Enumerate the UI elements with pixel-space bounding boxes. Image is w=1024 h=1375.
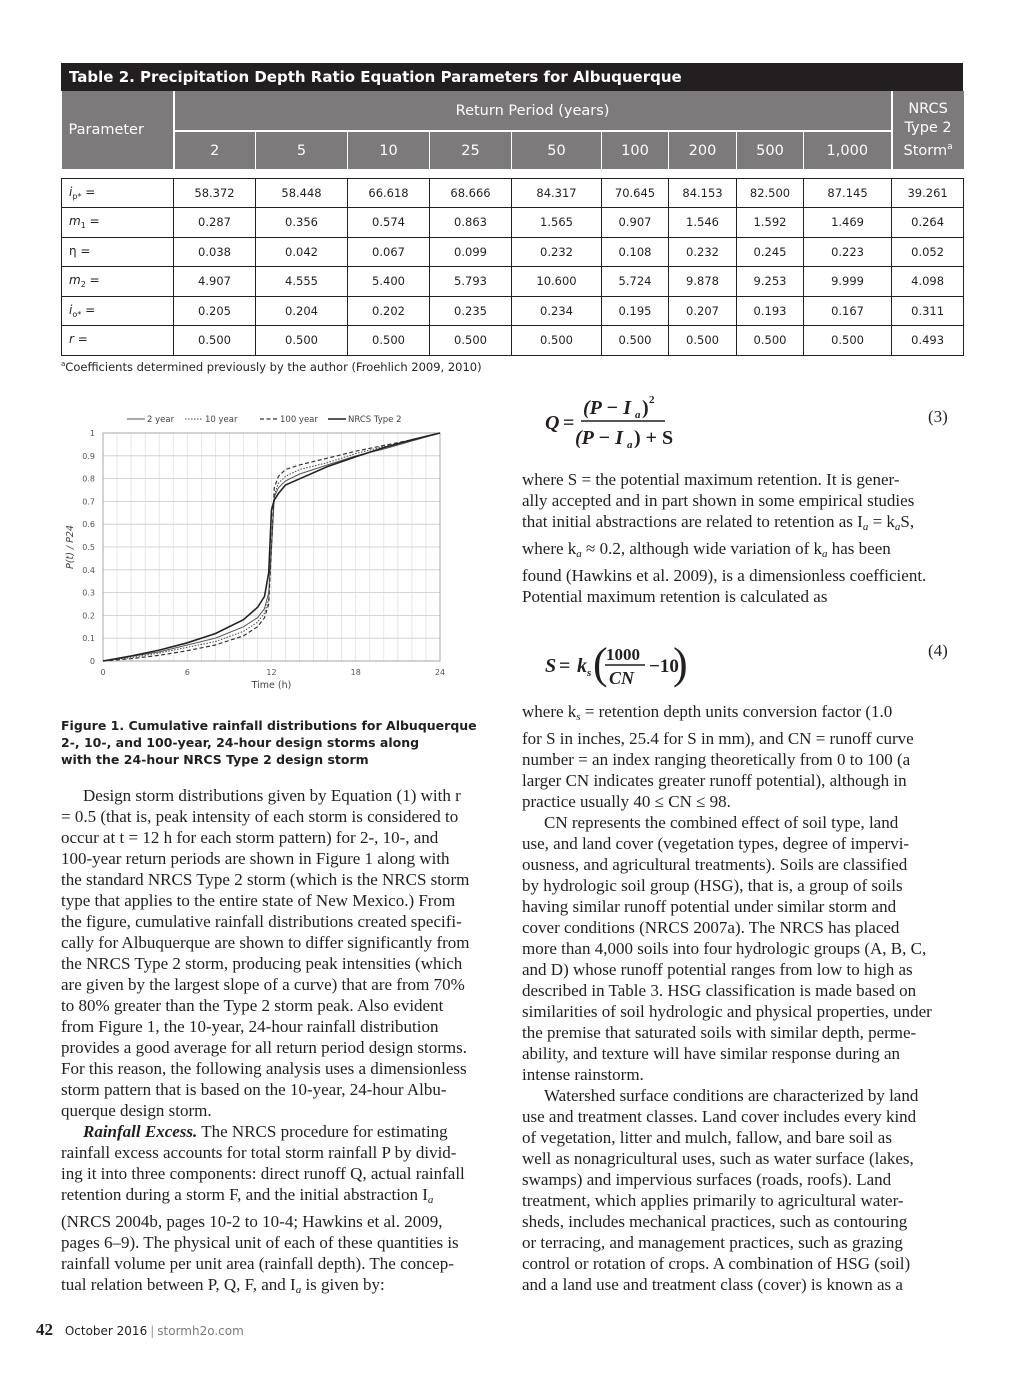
year-header: 25 — [430, 131, 512, 169]
text-line: swamps) and impervious surfaces (roads, roofs). Land — [522, 1170, 892, 1189]
paragraph-watershed — [522, 1085, 962, 1295]
y-axis-label: P(t) / P24 — [65, 525, 76, 569]
text-line: use, and land cover (vegetation types, degree of impervi- — [522, 834, 910, 853]
text-line: = k — [868, 512, 895, 531]
nrcs-header-line3: Storm — [903, 142, 948, 159]
table-cell: 82.500 — [737, 178, 804, 208]
text-line: is given by: — [301, 1275, 385, 1294]
page-footer — [36, 1320, 244, 1340]
figure-caption — [61, 717, 481, 768]
text-line: are given by the largest slope of a curve) that are from 70% — [61, 975, 465, 994]
text-line: and D) whose runoff potential ranges from low to high as — [522, 960, 913, 979]
svg-text:Q: Q — [545, 412, 560, 434]
text-line: by hydrologic soil group (HSG), that is, a group of soils — [522, 876, 903, 895]
param-subscript: 2 — [80, 280, 86, 290]
text-line: found (Hawkins et al. 2009), is a dimensionless coefficient. — [522, 566, 927, 585]
table-cell: 0.232 — [512, 237, 602, 267]
paragraph-conversion: where $k_s$ = retention depth units conversion factor (1.0 for S in inches, 25.4 for S in mm), and CN = runoff curve number = an index ranging theoretically from 0 to 100 (a larger CN indicates greater runoff potential), although in practice usually 40 ≤ CN ≤ 98. — [522, 702, 914, 811]
svg-text:a: a — [635, 409, 641, 421]
svg-text:1000: 1000 — [606, 645, 640, 664]
text-line: ≈ 0.2, although wide variation of k — [581, 539, 822, 558]
table-cell: 0.574 — [348, 208, 430, 238]
table-cell: 0.099 — [430, 237, 512, 267]
text-line: more than 4,000 soils into four hydrologic groups (A, B, C, — [522, 939, 927, 958]
left-column — [61, 785, 501, 1301]
table-cell: 0.195 — [602, 296, 669, 326]
equation-4-graphic — [545, 639, 688, 692]
x-axis-label: Time (h) — [251, 680, 292, 691]
return-period-header: Return Period (years) — [174, 91, 892, 131]
table-cell: 0.067 — [348, 237, 430, 267]
y-tick-label: 0.5 — [82, 543, 95, 552]
text-line: control or rotation of crops. A combination of HSG (soil) — [522, 1254, 911, 1273]
table-cell: 0.356 — [256, 208, 348, 238]
param-equals: = — [76, 243, 91, 258]
table-cell: 70.645 — [602, 178, 669, 208]
param-symbol: m — [69, 214, 81, 229]
text-line: to 80% greater than the Type 2 storm peak. Also evident — [61, 996, 444, 1015]
table-cell: 0.264 — [892, 208, 964, 238]
text-line: intense rainstorm. — [522, 1065, 644, 1084]
legend-label: 10 year — [205, 415, 238, 425]
table-cell: 0.500 — [174, 326, 256, 356]
text-line: ally accepted and in part shown in some empirical studies — [522, 491, 915, 510]
text-line: querque design storm. — [61, 1101, 212, 1120]
paragraph-rainfall-excess: Rainfall Excess. The NRCS procedure for estimating rainfall excess accounts for total storm rainfall P by divid- ing it into three components: direct runoff Q, actual rainfall retention during a storm F, and the initial abstraction $I_a$ (NRCS 2004b, pages 10-2 to 10-4; Hawkins et al. 2009, pages 6–9). The physical unit of each of these quantities is rainfall volume per unit area (rainfall depth). The concep- tual relation between P, Q, F, and $I_a$ is given by: — [61, 1121, 501, 1301]
y-tick-label: 1 — [89, 429, 95, 438]
text-line: that initial abstractions are related to retention as I — [522, 512, 863, 531]
param-cell — [62, 296, 174, 326]
text-line: where S = the potential maximum retention. It is gener- — [522, 470, 900, 489]
text-line: pages 6–9). The physical unit of each of these quantities is — [61, 1233, 459, 1252]
param-equals: = — [81, 302, 96, 317]
text-line: 100-year return periods are shown in Figure 1 along with — [61, 849, 450, 868]
text-line: type that applies to the entire state of New Mexico.) From — [61, 891, 456, 910]
table-cell: 9.878 — [669, 267, 737, 297]
text-line: practice usually 40 ≤ CN ≤ 98. — [522, 792, 731, 811]
table-cell: 0.311 — [892, 296, 964, 326]
website-link[interactable]: stormh2o.com — [157, 1324, 244, 1338]
year-header: 500 — [737, 131, 804, 169]
text-line: For this reason, the following analysis uses a dimensionless — [61, 1059, 467, 1078]
text-line: provides a good average for all return period design storms. — [61, 1038, 467, 1057]
table-cell: 0.234 — [512, 296, 602, 326]
table-cell: 0.245 — [737, 237, 804, 267]
paragraph-cn — [522, 812, 962, 1085]
table-cell: 68.666 — [430, 178, 512, 208]
nrcs-header-line2: Type 2 — [904, 119, 952, 136]
table-cell: 58.448 — [256, 178, 348, 208]
table-cell: 10.600 — [512, 267, 602, 297]
table-cell: 39.261 — [892, 178, 964, 208]
text-line: the NRCS Type 2 storm, producing peak intensities (which — [61, 954, 463, 973]
footnote-sup: a — [61, 360, 66, 369]
table-cell: 0.232 — [669, 237, 737, 267]
svg-text:=: = — [559, 655, 571, 677]
text-line: larger CN indicates greater runoff potential), although in — [522, 771, 907, 790]
table-cell: 1.469 — [804, 208, 892, 238]
param-subscript: 1 — [80, 221, 86, 231]
table-row — [62, 208, 964, 238]
text-line: S, — [900, 512, 915, 531]
svg-text:CN: CN — [609, 668, 635, 688]
text-line: = retention depth units conversion factor (1.0 — [580, 702, 893, 721]
text-line: retention during a storm F, and the initial abstraction I — [61, 1185, 428, 1204]
text-line: occur at t = 12 h for each storm pattern) for 2-, 10-, and — [61, 828, 439, 847]
text-line: number = an index ranging theoretically from 0 to 100 (a — [522, 750, 911, 769]
param-symbol: i — [69, 184, 73, 199]
table-cell: 9.999 — [804, 267, 892, 297]
text-line: treatment, which applies primarily to agricultural water- — [522, 1191, 904, 1210]
table-cell: 0.863 — [430, 208, 512, 238]
table-cell: 5.400 — [348, 267, 430, 297]
text-line: cally for Albuquerque are shown to differ significantly from — [61, 933, 470, 952]
table-cell: 0.167 — [804, 296, 892, 326]
svg-text:2: 2 — [649, 394, 655, 406]
text-line: Potential maximum retention is calculated as — [522, 587, 828, 606]
table-cell: 84.153 — [669, 178, 737, 208]
x-tick-label: 0 — [100, 668, 106, 677]
year-header: 5 — [256, 131, 348, 169]
rainfall-figure — [55, 405, 455, 695]
svg-text:): ) — [642, 397, 649, 419]
table-cell: 0.202 — [348, 296, 430, 326]
rainfall-chart — [55, 405, 455, 695]
table-cell: 0.500 — [737, 326, 804, 356]
equation-3-number: (3) — [928, 407, 948, 426]
text-line: CN represents the combined effect of soil type, land — [544, 813, 899, 832]
table-cell: 0.493 — [892, 326, 964, 356]
section-heading-rainfall-excess: Rainfall Excess. — [83, 1122, 198, 1141]
text-line: (NRCS 2004b, pages 10-2 to 10-4; Hawkins et al. 2009, — [61, 1212, 443, 1231]
text-line: tual relation between P, Q, F, and I — [61, 1275, 296, 1294]
y-tick-label: 0 — [89, 657, 95, 666]
legend-label: NRCS Type 2 — [348, 415, 402, 425]
issue-date: October 2016 — [64, 1324, 148, 1338]
year-header: 10 — [348, 131, 430, 169]
text-line: for S in inches, 25.4 for S in mm), and CN = runoff curve — [522, 729, 914, 748]
svg-text:−10: −10 — [649, 656, 679, 677]
right-column-lower — [522, 701, 962, 1295]
table-cell: 0.204 — [256, 296, 348, 326]
table-cell: 1.565 — [512, 208, 602, 238]
text-line: use and treatment classes. Land cover includes every kind — [522, 1107, 917, 1126]
text-line: of vegetation, litter and mulch, fallow, and bare soil as — [522, 1128, 892, 1147]
svg-text:) + S: ) + S — [634, 427, 674, 449]
figure-caption-line2: 2-, 10-, and 100-year, 24-hour design storms along — [61, 735, 420, 750]
table-cell: 0.500 — [804, 326, 892, 356]
param-cell — [62, 237, 174, 267]
y-tick-label: 0.1 — [82, 634, 95, 644]
svg-text:s: s — [587, 667, 592, 679]
table-row — [62, 296, 964, 326]
param-subscript: p* — [72, 191, 82, 201]
table-cell: 0.205 — [174, 296, 256, 326]
param-symbol: m — [69, 273, 81, 288]
text-line: having similar runoff potential under similar storm and — [522, 897, 897, 916]
param-header: Parameter — [62, 91, 174, 169]
table-row — [62, 267, 964, 297]
table-cell: 5.793 — [430, 267, 512, 297]
text-line: rainfall excess accounts for total storm rainfall P by divid- — [61, 1143, 457, 1162]
paragraph-design-storm — [61, 785, 501, 1121]
table-cell: 4.555 — [256, 267, 348, 297]
param-subscript: o* — [72, 309, 82, 319]
table-cell: 0.500 — [348, 326, 430, 356]
text-line: Watershed surface conditions are characterized by land — [544, 1086, 919, 1105]
table-cell: 0.500 — [256, 326, 348, 356]
footnote-text: Coefficients determined previously by the author (Froehlich 2009, 2010) — [65, 360, 482, 374]
text-line: similarities of soil hydrologic and physical properties, under — [522, 1002, 932, 1021]
table-cell: 0.907 — [602, 208, 669, 238]
text-line: the figure, cumulative rainfall distributions created specifi- — [61, 912, 462, 931]
svg-text:S: S — [545, 655, 557, 677]
param-cell — [62, 267, 174, 297]
table-cell: 87.145 — [804, 178, 892, 208]
text-line: Design storm distributions given by Equation (1) with r — [83, 786, 461, 805]
text-line: ousness, and agricultural treatments). Soils are classified — [522, 855, 908, 874]
table-cell: 84.317 — [512, 178, 602, 208]
text-line: The NRCS procedure for estimating — [197, 1122, 448, 1141]
param-cell — [62, 178, 174, 208]
year-header: 1,000 — [804, 131, 892, 169]
table-cell: 66.618 — [348, 178, 430, 208]
page-number: 42 — [36, 1320, 53, 1339]
equation-3-graphic — [545, 392, 675, 452]
text-line: has been — [827, 539, 891, 558]
text-line: the standard NRCS Type 2 storm (which is the NRCS storm — [61, 870, 470, 889]
text-line: ability, and texture will have similar response during an — [522, 1044, 900, 1063]
table-cell: 4.098 — [892, 267, 964, 297]
text-line: well as nonagricultural uses, such as water surface (lakes, — [522, 1149, 914, 1168]
nrcs-header-line1: NRCS — [908, 100, 948, 117]
table-footnote — [61, 360, 482, 374]
right-column-upper — [522, 469, 962, 607]
svg-text:): ) — [673, 639, 688, 688]
param-cell — [62, 208, 174, 238]
param-equals: = — [73, 332, 88, 347]
table-cell: 0.235 — [430, 296, 512, 326]
param-symbol: i — [69, 302, 73, 317]
text-line: or terracing, and management practices, such as grazing — [522, 1233, 903, 1252]
figure-caption-line3: with the 24-hour NRCS Type 2 design storm — [61, 752, 369, 767]
svg-text:k: k — [577, 655, 587, 677]
table-cell: 5.724 — [602, 267, 669, 297]
y-tick-label: 0.3 — [82, 588, 95, 598]
text-line: and a land use and treatment class (cover) is known as a — [522, 1275, 903, 1294]
table-cell: 1.546 — [669, 208, 737, 238]
param-symbol: η — [69, 243, 77, 258]
year-header: 200 — [669, 131, 737, 169]
x-tick-label: 6 — [184, 668, 190, 677]
table-row — [62, 326, 964, 356]
table-cell: 0.500 — [512, 326, 602, 356]
paragraph-retention: where S = the potential maximum retention. It is gener- ally accepted and in part shown in some empirical studies that initial abstractions are related to retention as $I_a = k_aS$, where $k_a \approx 0.2$, although wide variation of $k_a$ has been found (Hawkins et al. 2009), is a dimensionless coefficient. Potential maximum retention is calculated as — [522, 470, 927, 606]
svg-text:(P − I: (P − I — [575, 427, 624, 449]
year-header: 50 — [512, 131, 602, 169]
text-line: the premise that saturated soils with similar depth, perme- — [522, 1023, 917, 1042]
year-header: 100 — [602, 131, 669, 169]
y-tick-label: 0.7 — [82, 497, 95, 507]
param-equals: = — [81, 184, 96, 199]
equation-4-number: (4) — [928, 641, 948, 660]
param-equals: = — [85, 273, 100, 288]
nrcs-header — [892, 91, 964, 169]
figure-caption-line1: Figure 1. Cumulative rainfall distributions for Albuquerque — [61, 718, 477, 733]
text-line: ing it into three components: direct runoff Q, actual rainfall — [61, 1164, 465, 1183]
y-tick-label: 0.6 — [82, 520, 95, 530]
table-cell: 1.592 — [737, 208, 804, 238]
x-tick-label: 24 — [434, 668, 446, 677]
table-cell: 0.223 — [804, 237, 892, 267]
table-row — [62, 237, 964, 267]
table-cell: 0.207 — [669, 296, 737, 326]
text-line: = 0.5 (that is, peak intensity of each storm is considered to — [61, 807, 459, 826]
table-cell: 0.500 — [602, 326, 669, 356]
footer-separator: | — [150, 1324, 155, 1338]
table-cell: 4.907 — [174, 267, 256, 297]
table-cell: 0.042 — [256, 237, 348, 267]
param-symbol: r — [69, 332, 74, 347]
svg-text:(P − I: (P − I — [583, 397, 632, 419]
table-cell: 0.052 — [892, 237, 964, 267]
text-line: where k — [522, 539, 577, 558]
table-cell: 0.193 — [737, 296, 804, 326]
legend-label: 2 year — [147, 415, 175, 425]
param-equals: = — [85, 214, 100, 229]
x-tick-label: 12 — [266, 668, 277, 677]
table-cell: 0.500 — [430, 326, 512, 356]
legend-label: 100 year — [280, 415, 318, 425]
y-tick-label: 0.4 — [82, 565, 95, 575]
table-grid — [61, 91, 964, 356]
text-line: cover conditions (NRCS 2007a). The NRCS has placed — [522, 918, 900, 937]
table-row — [62, 178, 964, 208]
table-cell: 0.287 — [174, 208, 256, 238]
table-cell: 0.500 — [669, 326, 737, 356]
equation-3 — [545, 392, 675, 457]
y-tick-label: 0.8 — [82, 474, 95, 484]
svg-text:a: a — [627, 439, 633, 451]
text-line: where k — [522, 702, 577, 721]
text-line: rainfall volume per unit area (rainfall depth). The concep- — [61, 1254, 454, 1273]
svg-text:=: = — [563, 412, 575, 434]
year-header: 2 — [174, 131, 256, 169]
table-cell: 0.108 — [602, 237, 669, 267]
table-cell: 58.372 — [174, 178, 256, 208]
text-line: sheds, includes mechanical practices, such as contouring — [522, 1212, 908, 1231]
text-line: storm pattern that is based on the 10-year, 24-hour Albu- — [61, 1080, 447, 1099]
x-tick-label: 18 — [350, 668, 361, 677]
y-tick-label: 0.2 — [82, 611, 95, 621]
parameters-table — [61, 63, 963, 356]
text-line: described in Table 3. HSG classification is made based on — [522, 981, 917, 1000]
y-tick-label: 0.9 — [82, 451, 95, 461]
table-cell: 0.038 — [174, 237, 256, 267]
equation-4 — [545, 639, 688, 697]
svg-text:(: ( — [593, 639, 608, 688]
table-title: Table 2. Precipitation Depth Ratio Equation Parameters for Albuquerque — [61, 63, 963, 91]
table-cell: 9.253 — [737, 267, 804, 297]
param-cell — [62, 326, 174, 356]
nrcs-header-sup: a — [947, 141, 953, 152]
text-line: from Figure 1, the 10-year, 24-hour rainfall distribution — [61, 1017, 439, 1036]
